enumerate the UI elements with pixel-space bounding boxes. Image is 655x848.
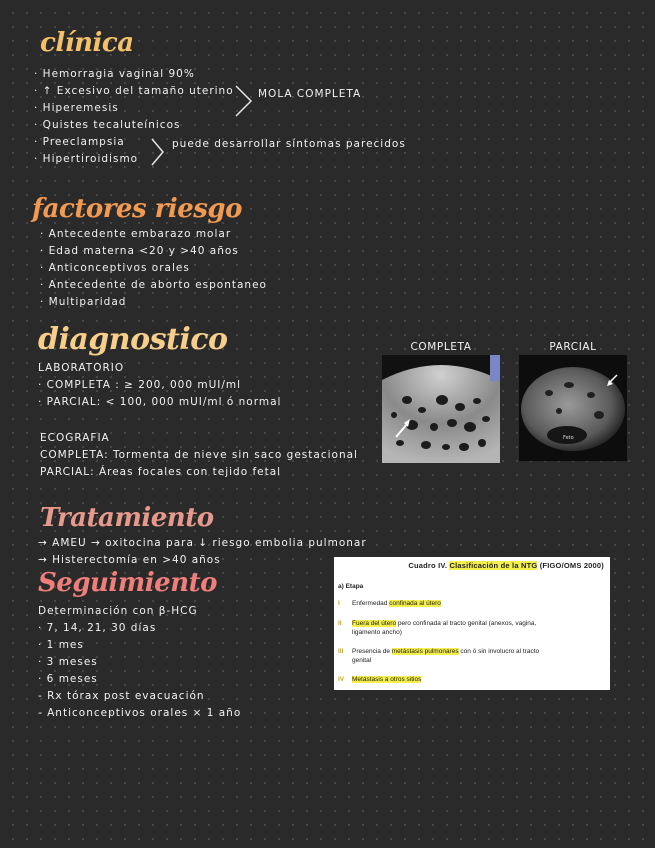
laboratorio-section [38, 360, 281, 411]
brace-right-icon [150, 137, 166, 167]
row-text: pero confinada al tracto genital (anexos, vagina, ligamento ancho) [352, 620, 537, 636]
table-title-suffix: (FIGO/OMS 2000) [539, 561, 604, 570]
list-item: · Antecedente embarazo molar [40, 228, 232, 240]
seguimiento-heading: Seguimiento [38, 568, 217, 598]
row-highlight: Fuera del útero [352, 620, 397, 627]
factores-list [40, 226, 267, 311]
list-item: · Edad materna <20 y >40 años [40, 245, 239, 257]
table-title-prefix: Cuadro IV. [408, 561, 448, 570]
brace-right-icon [234, 84, 254, 118]
mola-completa-label: MOLA COMPLETA [258, 88, 362, 100]
list-item: · ↑ Excesivo del tamaño uterino [34, 85, 234, 97]
row-highlight: metástasis pulmonares [391, 648, 459, 655]
row-text: con ó sin involucro al tracto genital [352, 648, 540, 664]
list-item: → Histerectomía en >40 años [38, 554, 221, 566]
list-item: · Hemorragia vaginal 90% [34, 68, 195, 80]
list-item: · 6 meses [38, 673, 98, 685]
sintomas-parecidos-label: puede desarrollar síntomas parecidos [172, 138, 406, 150]
ultrasound-completa-image [382, 355, 500, 463]
list-item: · Anticonceptivos orales [40, 262, 190, 274]
list-item: · Quistes tecaluteínicos [34, 119, 181, 131]
tratamiento-heading: Tratamiento [40, 503, 214, 533]
laboratorio-title: LABORATORIO [38, 362, 125, 374]
list-item: - Rx tórax post evacuación [38, 690, 205, 702]
seguimiento-list [38, 603, 241, 722]
stage-number: III [338, 648, 344, 655]
list-item: · 3 meses [38, 656, 98, 668]
list-item: · PARCIAL: < 100, 000 mUI/ml ó normal [38, 396, 282, 408]
list-item: · Preeclampsia [34, 136, 125, 148]
row-highlight: confinada al útero [389, 600, 441, 607]
table-row [338, 599, 441, 608]
list-item: · Antecedente de aborto espontaneo [40, 279, 267, 291]
list-item: · Hiperemesis [34, 102, 119, 114]
clinica-heading: clínica [40, 28, 134, 58]
stage-number: II [338, 620, 342, 627]
ecografia-section [40, 430, 358, 481]
list-item: · 1 mes [38, 639, 84, 651]
list-item: PARCIAL: Áreas focales con tejido fetal [40, 466, 282, 478]
image-caption: Feto [563, 435, 574, 441]
ecografia-title: ECOGRAFIA [40, 432, 110, 444]
stage-number: I [338, 600, 340, 607]
list-item: - Anticonceptivos orales × 1 año [38, 707, 242, 719]
parcial-image-label: PARCIAL [549, 341, 597, 353]
table-title [408, 561, 604, 570]
table-subtitle: a) Etapa [338, 583, 364, 590]
list-item: COMPLETA: Tormenta de nieve sin saco gestacional [40, 449, 358, 461]
table-row [338, 647, 548, 665]
table-row [338, 619, 548, 637]
ultrasound-parcial-image [519, 355, 627, 461]
table-title-highlight: Clasificación de la NTG [449, 561, 538, 570]
table-row [338, 675, 421, 684]
tratamiento-list [38, 535, 367, 569]
stage-number: IV [338, 676, 345, 683]
list-item: · Hipertiroidismo [34, 153, 139, 165]
diagnostico-heading: diagnostico [38, 322, 228, 357]
row-text: Presencia de [352, 648, 392, 655]
completa-image-label: COMPLETA [410, 341, 472, 353]
list-item: · 7, 14, 21, 30 días [38, 622, 157, 634]
row-text: Enfermedad [352, 600, 390, 607]
factores-heading: factores riesgo [32, 194, 242, 224]
list-item: → AMEU → oxitocina para ↓ riesgo embolia pulmonar [38, 537, 367, 549]
ntg-classification-table [334, 557, 610, 690]
row-highlight: Metástasis a otros sitios [352, 676, 422, 683]
list-item: Determinación con β-HCG [38, 605, 198, 617]
list-item: · COMPLETA : ≥ 200, 000 mUI/ml [38, 379, 242, 391]
list-item: · Multiparidad [40, 296, 127, 308]
